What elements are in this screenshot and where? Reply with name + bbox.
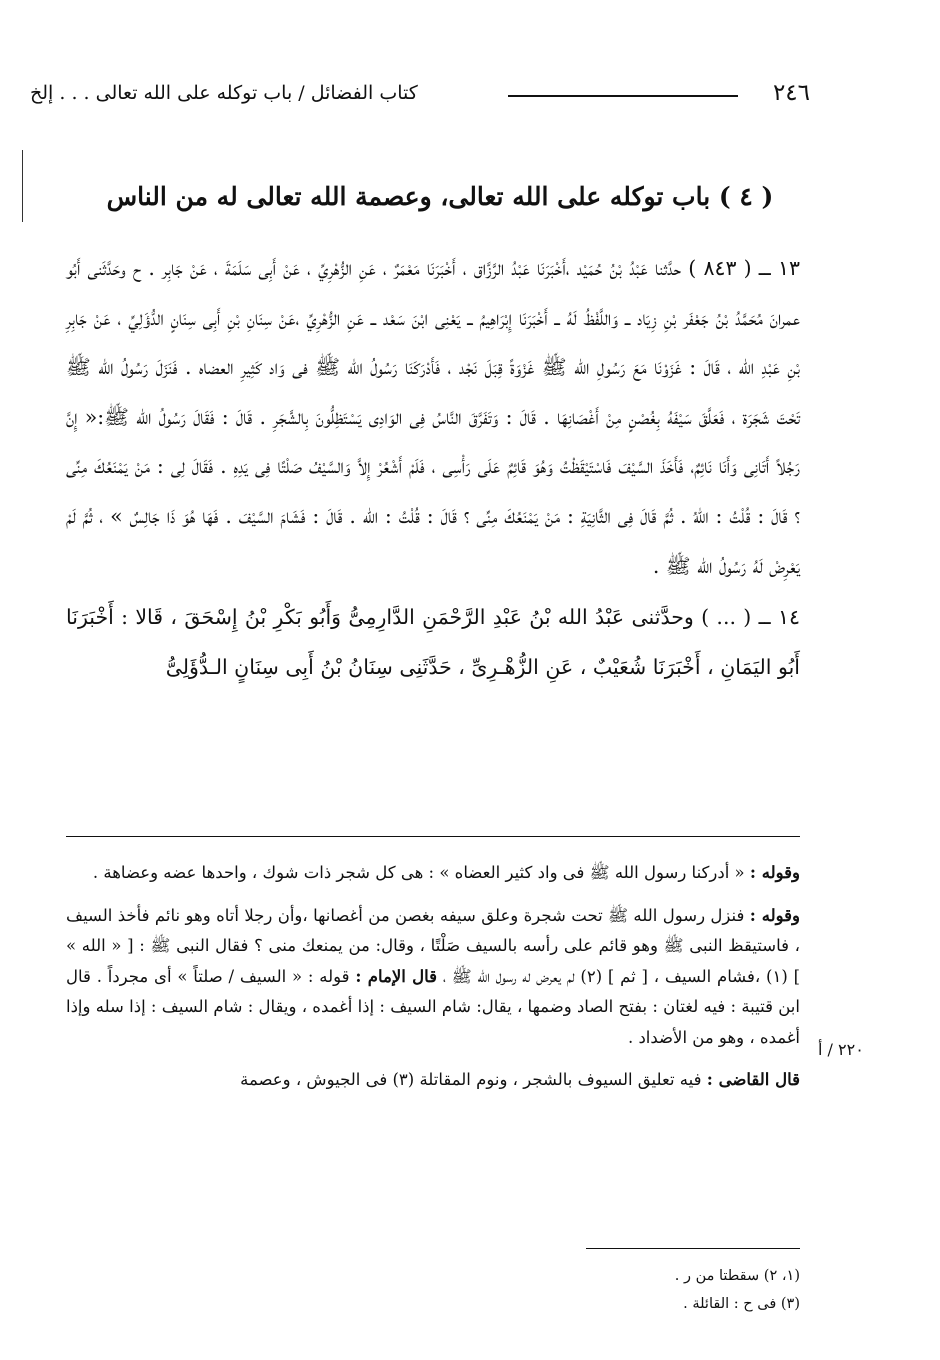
manuscript-folio-ref: ٢٢٠ / أ [818,1040,864,1059]
chapter-title: ( ٤ ) باب توكله على الله تعالى، وعصمة الله تعالى له من الناس [106,182,774,211]
running-title: كتاب الفضائل / باب توكله على الله تعالى . . . إلخ [30,82,418,104]
header-rule [508,95,738,97]
commentary-paragraph [66,1065,800,1096]
footnotes [675,1262,800,1318]
footnote: (١، ٢) سقطتا من ر . [674,1268,800,1284]
commentary-text: « أدركنا رسول الله ﷺ فى واد كثير العضاه » : هى كل شجر ذات شوك ، واحدها عضه وعضاهة . [92,863,750,882]
footnote-rule [586,1248,800,1249]
hadith-paragraph: ١٤ ــ ( ... ) وحدَّثنى عَبْدُ الله بْنُ عَبْدِ الرَّحْمَنِ الدَّارِمِىُّ وَأَبُو بَكْرِ بْنُ إِسْحَقَ ، قَالا : أَخْبَرَنَا أَبُو اليَمَانِ ، أَخْبَرَنَا شُعَيْبٌ ، عَنِ الزُّهْـرِىِّ ، حَدَّثَنِى سِنَانُ بْنُ أَبِى سِنَانٍ الـدُّؤَلِىُّ [66,605,800,679]
hadith-text [66,244,800,694]
margin-mark [22,150,23,222]
commentary-label: قال القاضى : [706,1070,800,1089]
footnote: (٣) فى ح : القائلة . [683,1296,800,1312]
commentary-separator [66,836,800,837]
commentary-text: قوله : « السيف / صلتاً » أى مجرداً . قال ابن قتيبة : فيه لغتان : بفتح الصاد وضمها ، يقال: شام السيف : إذا أغمده ، ويقال : شام السيف : إذا سله وإذا أغمده ، وهو من الأضداد . [66,966,800,1047]
commentary-label: وقوله : [749,863,800,882]
commentary-text: فيه تعليق السيوف بالشجر ، ونوم المقاتلة (٣) فى الجيوش ، وعصمة [240,1070,707,1089]
page-number: ٢٤٦ [772,80,810,106]
hadith-paragraph: ١٣ ــ ( ٨٤٣ ) حدَّثنا عَبْدُ بْنُ حُمَيْد ،أَخْبَرَنَا عَبْدُ الرَّزَّاق ، أَخْبَرَنَا مَعْمَرٌ ، عَنِ الزُّهْرِيِّ ، عَنْ أَبِى سَلَمَةَ ، عَنْ جَابِر . ح وحَدَّثَنى أَبُو عمرانَ مُحَمَّدُ بْنُ جَعْفَر بْنِ زِيَاد ــ وَاللَّفْظُ لَهُ ــ أَخْبَرَنَا إِبْرَاهِيمُ ــ يَعْنِى ابْنَ سَعْد ــ عَنِ الزُّهْرِيِّ ،عَنْ سِنَانِ بْنِ أَبِى سِنَانٍ الدُّؤَلِيِّ ، عَنْ جَابِرِ بْنِ عَبْدِ الله ، قَالَ : غَزَوْنَا مَعَ رَسُولِ الله ﷺ غَزْوَةً قِبَلَ نَجْد ، فَأَدْرَكَنَا رَسُولُ الله ﷺ فى وَاد كَثِيرِ العضاه . فَنَزَلَ رَسُولُ الله ﷺ تَحْتَ شَجَرَة ، فَعَلَّقَ سَيْفَهُ بِغُصْنٍ مِنْ أَغْصَانِهَا . قَالَ : وَتَفَرَّقَ النَّاسُ فِى الوَادِى يَسْتَظِلُّونَ بِالشَّجَرِ . قَالَ : فَقَالَ رَسُولُ الله ﷺ:« إِنَّ رَجُلاً أَتَانِى وَأَنَا نَائِمٌ، فَأَخَذَ السَّيْفَ فَاسْتَيْقَظْتُ وَهُوَ قَائِمٌ عَلَى رَأْسِى ، فَلَمْ أَشْعُرْ إِلاَّ وَالسَّيْفُ صَلْتًا فِى يَدِهِ . فَقَالَ لِى : مَنْ يَمْنَعُكَ مِنِّى ؟ قَالَ : قُلْتُ : اللهُ . ثُمَّ قَالَ فِى الثَّانِيَةِ : مَنْ يَمْنَعُكَ مِنِّى ؟ قَالَ : قُلْتُ : الله . قَالَ : فَشَامَ السَّيْفَ . فَهَا هُوَ ذَا جَالِسٌ » ، ثُمَّ لَمْ يَعْرِضْ لَهُ رَسُولُ الله ﷺ . [66,256,800,578]
commentary-text: فنزل رسول الله ﷺ تحت شجرة وعلق سيفه بغصن من أغصانها ،وأن رجلا أتاه وهو نائم فأخذ السيف ، فاستيقظ النبى ﷺ وهو قائم على رأسه بالسيف صَلْتًا ، وقال: من يمنعك منى ؟ فقال النبى ﷺ : [ « الله » ] (١) ،فشام السيف ، [ ثم ] (٢) لم يعرض له رسول الله ﷺ ، [66,905,801,986]
commentary-label: وقوله : [749,905,800,925]
commentary-paragraph [66,901,800,1054]
running-header [30,80,810,114]
commentary-label: قال الإمام : [355,966,438,986]
commentary-paragraph [66,858,800,889]
commentary [66,858,800,1108]
